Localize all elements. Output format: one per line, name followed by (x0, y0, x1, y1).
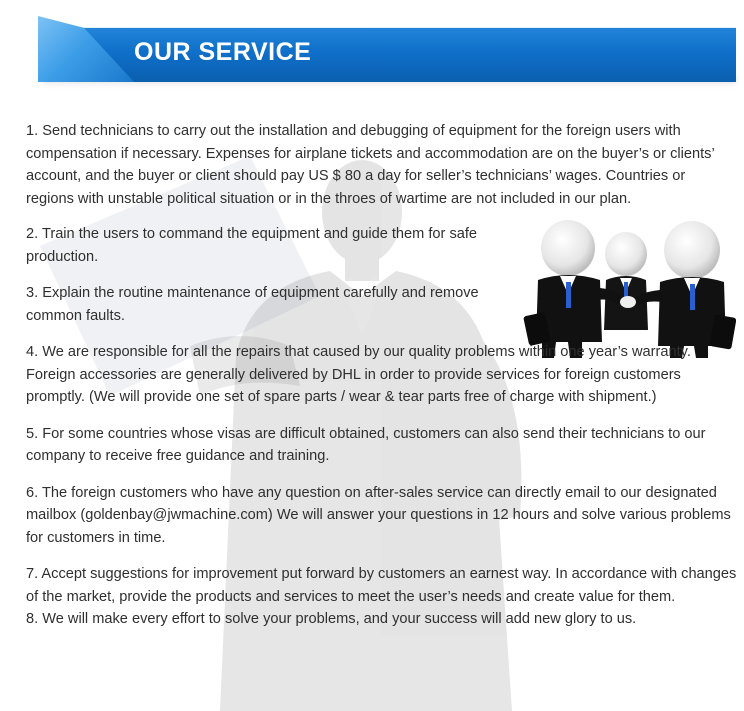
service-item-3: 3. Explain the routine maintenance of equipment carefully and remove common faults. (26, 285, 479, 324)
service-item-8: 8. We will make every effort to solve your problems, and your success will add new glory to us. (26, 611, 637, 627)
page-title: OUR SERVICE (134, 38, 312, 66)
service-item-1: 1. Send technicians to carry out the installation and debugging of equipment for the foreign users with compensation if necessary. Expenses for airplane tickets and accommodation are on the buyer’s or clients’ account, and the buyer or client should pay US $ 80 a day for seller’s technicians’ wages. Countries or regions with unstable political situation or in the throes of wartime are not included in our plan. (26, 123, 715, 207)
section-banner (38, 16, 736, 90)
service-item-6: 6. The foreign customers who have any question on after-sales service can directly email to our designated mailbox (goldenbay@jwmachine.com) We will answer your questions in 12 hours and solve various problems for customers in time. (26, 484, 731, 546)
service-item-5: 5. For some countries whose visas are difficult obtained, customers can also send their technicians to our company to receive free guidance and training. (26, 425, 706, 464)
service-item-7: 7. Accept suggestions for improvement put forward by customers an earnest way. In accordance with changes of the market, provide the products and services to meet the user’s needs and create value for them. (26, 566, 737, 605)
service-list (26, 120, 738, 631)
service-item-4: 4. We are responsible for all the repairs that caused by our quality problems within one year’s warranty. Foreign accessories are generally delivered by DHL in order to provide services for foreign customers promptly. (We will provide one set of spare parts / wear & tear parts free of charge with shipment.) (26, 344, 691, 405)
service-item-2: 2. Train the users to command the equipment and guide them for safe production. (26, 226, 478, 265)
